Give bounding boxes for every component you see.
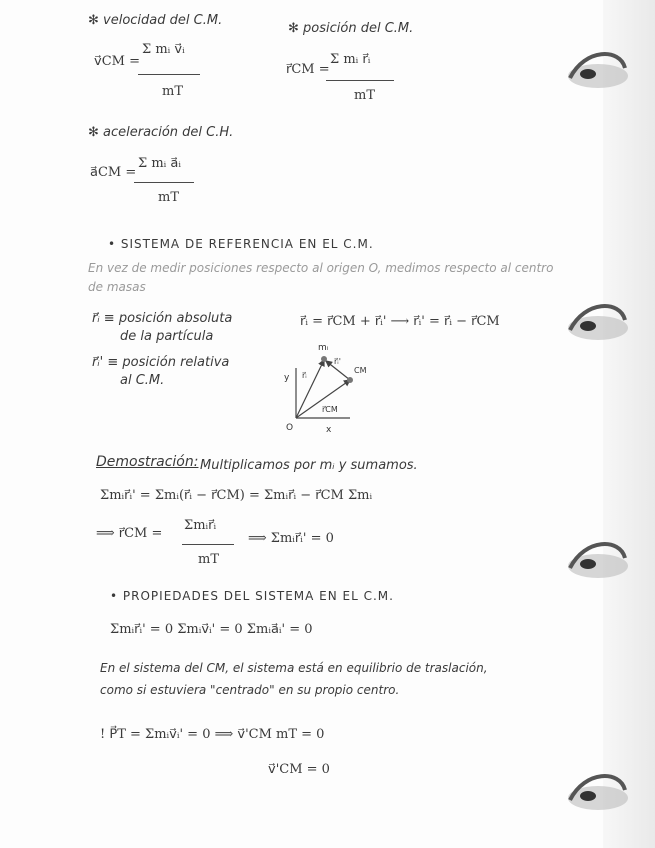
label-ri-prime: r⃗ᵢ': [334, 357, 341, 366]
particle-mi: [321, 356, 327, 362]
label-origin: O: [286, 423, 294, 433]
definition-absolute-2: de la partícula: [120, 329, 214, 344]
formula-r-cm-denominator: mT: [354, 88, 375, 103]
page-edge-shadow: [603, 0, 655, 848]
definition-relative-2: al C.M.: [120, 373, 165, 388]
formula-r-cm-numerator: Σ mᵢ r⃗ᵢ: [330, 52, 371, 67]
formula-a-cm-denominator: mT: [158, 190, 179, 205]
label-ri: r⃗ᵢ: [302, 371, 307, 380]
ri-vector: [296, 360, 324, 418]
demostracion-equation-2-lhs: ⟹ r⃗CM =: [96, 526, 163, 541]
label-mi: mᵢ: [318, 343, 329, 353]
demostracion-text: Multiplicamos por mᵢ y sumamos.: [200, 458, 418, 473]
sistema-ref-line-2: de masas: [88, 280, 146, 294]
definition-relative-1: r⃗ᵢ' ≡ posición relativa: [92, 355, 230, 370]
fraction-bar: [134, 182, 194, 183]
sistema-ref-line-1: En vez de medir posiciones respecto al origen O, medimos respecto al centro: [88, 261, 554, 275]
definition-absolute-1: r⃗ᵢ ≡ posición absoluta: [92, 311, 233, 326]
fraction-bar: [182, 544, 234, 545]
formula-v-cm-denominator: mT: [162, 84, 183, 99]
binder-ring-icon: [540, 38, 630, 108]
heading-posicion: ✻ posición del C.M.: [288, 21, 414, 36]
demostracion-numerator: Σmᵢr⃗ᵢ: [184, 518, 217, 533]
cm-point: [347, 377, 353, 383]
formula-r-cm-lhs: r⃗CM =: [286, 62, 330, 77]
demostracion-label: Demostración:: [96, 454, 199, 470]
fraction-bar: [326, 80, 394, 81]
vector-diagram: [280, 340, 390, 435]
propiedades-sums: Σmᵢr⃗ᵢ' = 0 Σmᵢv⃗ᵢ' = 0 Σmᵢa⃗ᵢ' = 0: [110, 622, 313, 637]
heading-propiedades: • PROPIEDADES DEL SISTEMA EN EL C.M.: [110, 589, 394, 603]
demostracion-denominator: mT: [198, 552, 219, 567]
formula-a-cm-numerator: Σ mᵢ a⃗ᵢ: [138, 156, 181, 171]
propiedades-text-1: En el sistema del CM, el sistema está en equilibrio de traslación,: [100, 661, 488, 675]
binder-ring-icon: [540, 290, 630, 360]
demostracion-equation-1: Σmᵢr⃗ᵢ' = Σmᵢ(r⃗ᵢ − r⃗CM) = Σmᵢr⃗ᵢ − r⃗CM Σmᵢ: [100, 488, 373, 503]
heading-aceleracion: ✻ aceleración del C.H.: [88, 125, 234, 140]
label-rcm: r⃗CM: [322, 405, 338, 414]
heading-sistema-referencia: • SISTEMA DE REFERENCIA EN EL C.M.: [108, 237, 374, 251]
formula-v-cm-lhs: v⃗CM =: [94, 54, 140, 69]
binder-ring-icon: [540, 528, 630, 598]
velocity-cm-equation: v⃗'CM = 0: [268, 762, 330, 777]
propiedades-text-2: como si estuviera "centrado" en su propio centro.: [100, 683, 400, 697]
demostracion-equation-2-rhs: ⟹ Σmᵢr⃗ᵢ' = 0: [248, 531, 334, 546]
relation-equation: r⃗ᵢ = r⃗CM + r⃗ᵢ' ⟶ r⃗ᵢ' = r⃗ᵢ − r⃗CM: [300, 314, 500, 329]
label-y: y: [284, 373, 290, 383]
label-cm: CM: [354, 366, 367, 375]
formula-a-cm-lhs: a⃗CM =: [90, 165, 137, 180]
binder-ring-icon: [540, 760, 630, 830]
label-x: x: [326, 425, 332, 435]
formula-v-cm-numerator: Σ mᵢ v⃗ᵢ: [142, 42, 185, 57]
momentum-equation: ! P⃗T = Σmᵢv⃗ᵢ' = 0 ⟹ v⃗'CM mT = 0: [100, 727, 325, 742]
fraction-bar: [138, 74, 200, 75]
heading-velocidad: ✻ velocidad del C.M.: [88, 13, 223, 28]
